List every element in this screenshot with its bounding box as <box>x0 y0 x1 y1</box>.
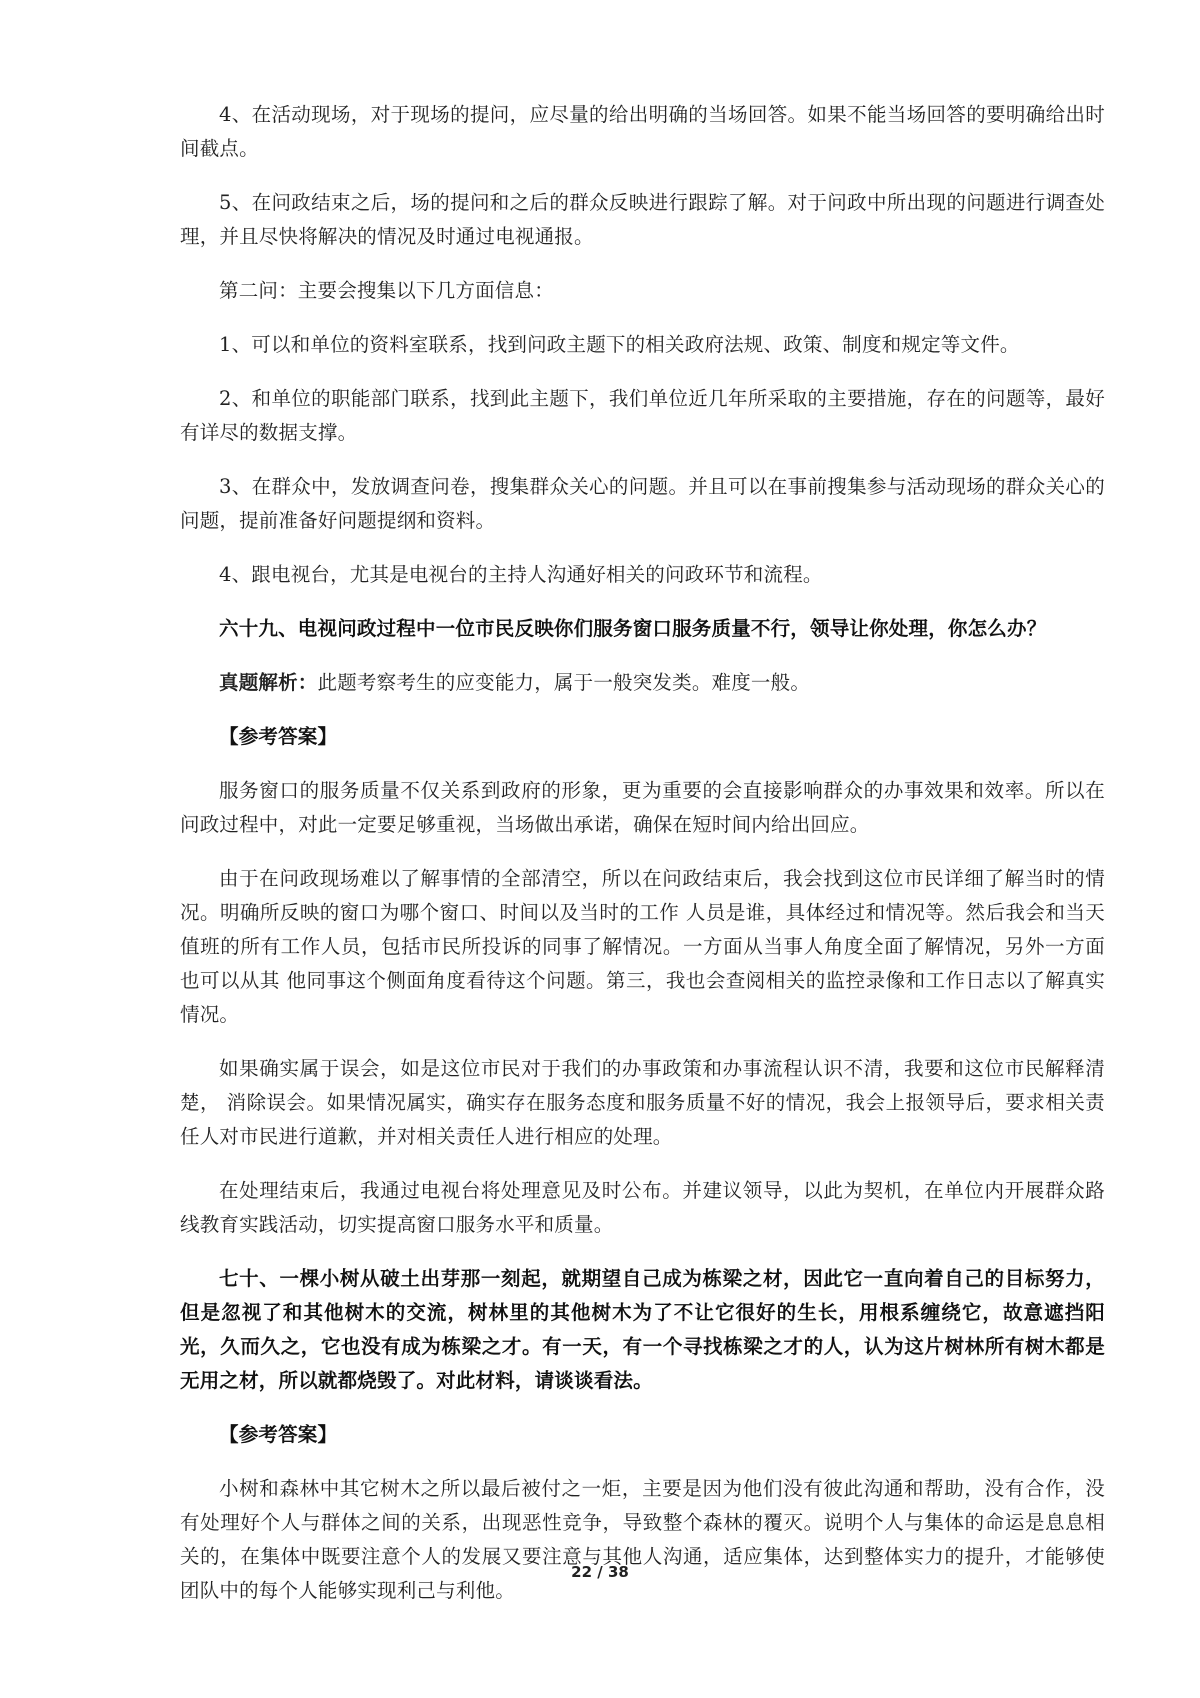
page-number: 22 / 38 <box>571 1563 629 1581</box>
paragraph-info-1: 1、可以和单位的资料室联系，找到问政主题下的相关政府法规、政策、制度和规定等文件。 <box>219 333 1020 356</box>
answer-paragraph-5: 小树和森林中其它树木之所以最后被付之一炬，主要是因为他们没有彼此沟通和帮助，没有合作，没有处理好个人与群体之间的关系，出现恶性竞争，导致整个森林的覆灭。说明个人与集体的命运是息息相关的，在集体中既要注意个人的发展又要注意与其他人沟通，适应集体，达到整体实力的提升，才能够使团队中的每个人能够实现利己与利他。 <box>180 1477 1105 1602</box>
reference-answer-label: 【参考答案】 <box>219 725 338 748</box>
paragraph-second-question: 第二问：主要会搜集以下几方面信息： <box>219 279 554 302</box>
analysis-text: 此题考察考生的应变能力，属于一般突发类。难度一般。 <box>317 671 811 694</box>
answer-paragraph-4: 在处理结束后，我通过电视台将处理意见及时公布。并建议领导，以此为契机，在单位内开展群众路线教育实践活动，切实提高窗口服务水平和质量。 <box>180 1179 1105 1236</box>
question-69-heading: 六十九、电视问政过程中一位市民反映你们服务窗口服务质量不行，领导让你处理，你怎么办？ <box>219 617 1047 640</box>
question-70-heading: 七十、一棵小树从破土出芽那一刻起，就期望自己成为栋梁之材，因此它一直向着自己的目标努力，但是忽视了和其他树木的交流，树林里的其他树木为了不让它很好的生长，用根系缠绕它，故意遮挡阳光，久而久之，它也没有成为栋梁之才。有一天，有一个寻找栋梁之才的人，认为这片树林所有树木都是无用之材，所以就都烧毁了。对此材料，请谈谈看法。 <box>180 1267 1105 1392</box>
analysis-paragraph <box>180 666 1105 700</box>
paragraph-info-4: 4、跟电视台，尤其是电视台的主持人沟通好相关的问政环节和流程。 <box>219 563 823 586</box>
paragraph-info-3: 3、在群众中，发放调查问卷，搜集群众关心的问题。并且可以在事前搜集参与活动现场的群众关心的问题，提前准备好问题提纲和资料。 <box>180 475 1105 532</box>
paragraph-info-2: 2、和单位的职能部门联系，找到此主题下，我们单位近几年所采取的主要措施，存在的问题等，最好有详尽的数据支撑。 <box>180 387 1105 444</box>
analysis-label: 真题解析： <box>219 671 318 694</box>
paragraph-item-5-follow-up: 5、在问政结束之后，场的提问和之后的群众反映进行跟踪了解。对于问政中所出现的问题进行调查处理，并且尽快将解决的情况及时通过电视通报。 <box>180 191 1105 248</box>
answer-paragraph-2: 由于在问政现场难以了解事情的全部清空，所以在问政结束后，我会找到这位市民详细了解当时的情况。明确所反映的窗口为哪个窗口、时间以及当时的工作 人员是谁，具体经过和情况等。然后我会和当天值班的所有工作人员，包括市民所投诉的同事了解情况。一方面从当事人角度全面了解情况，另外一方面也可以从其 他同事这个侧面角度看待这个问题。第三，我也会查阅相关的监控录像和工作日志以了解真实情况。 <box>180 867 1105 1026</box>
answer-paragraph-3: 如果确实属于误会，如是这位市民对于我们的办事政策和办事流程认识不清，我要和这位市民解释清楚， 消除误会。如果情况属实，确实存在服务态度和服务质量不好的情况，我会上报领导后，要求相关责任人对市民进行道歉，并对相关责任人进行相应的处理。 <box>180 1057 1105 1148</box>
paragraph-item-4-on-site: 4、在活动现场，对于现场的提问，应尽量的给出明确的当场回答。如果不能当场回答的要明确给出时间截点。 <box>180 103 1105 160</box>
document-body <box>180 98 1105 1628</box>
answer-paragraph-1: 服务窗口的服务质量不仅关系到政府的形象，更为重要的会直接影响群众的办事效果和效率。所以在问政过程中，对此一定要足够重视，当场做出承诺，确保在短时间内给出回应。 <box>180 779 1105 836</box>
reference-answer-label-2: 【参考答案】 <box>219 1423 338 1446</box>
